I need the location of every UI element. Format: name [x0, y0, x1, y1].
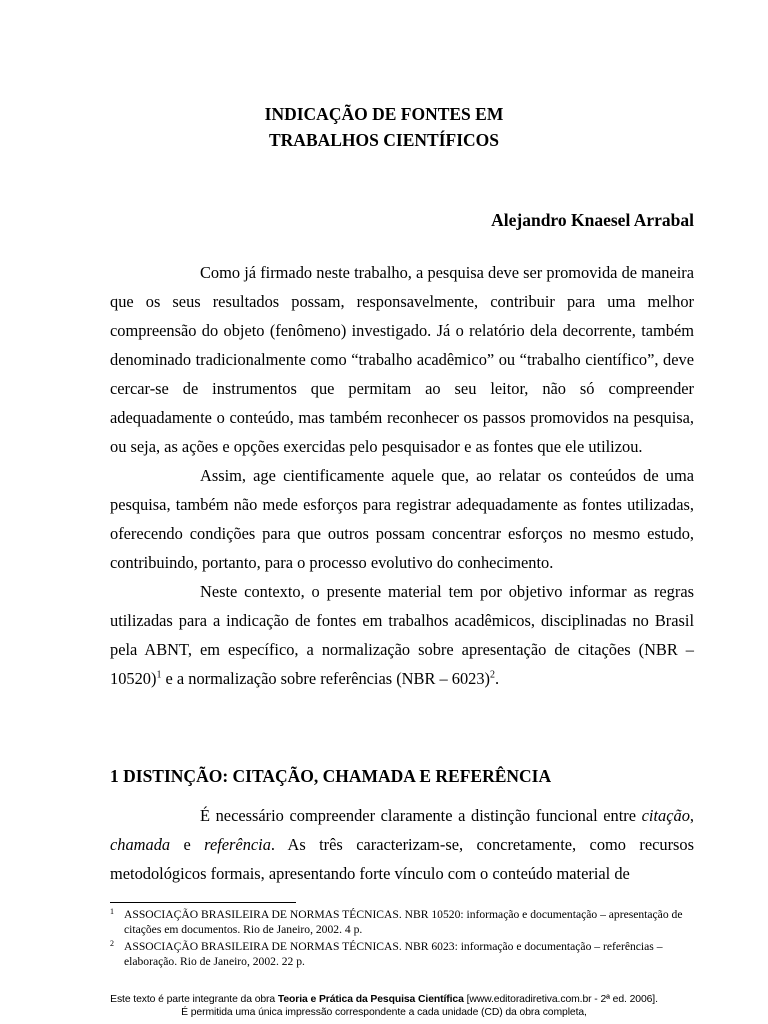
footnotes	[110, 907, 694, 971]
footnote-1	[110, 907, 694, 937]
paragraph-3-text-3: .	[495, 669, 500, 688]
section-body	[110, 801, 694, 888]
paragraph-4-text-4: . As três caracterizam-se, concretamente, como recursos metodológicos formais, apresentando forte vínculo com o conteúdo material de	[110, 835, 694, 883]
footnote-separator	[110, 902, 296, 903]
paragraph-2: Assim, age cientificamente aquele que, ao relatar os conteúdos de uma pesquisa, também não mede esforços para registrar adequadamente as fontes utilizadas, oferecendo condições para que outros possam concentrar esforços no mesmo estudo, contribuindo, portanto, para o processo evolutivo do conhecimento.	[110, 466, 694, 572]
footer-line-2: É permitida uma única impressão correspondente a cada unidade (CD) da obra completa,	[181, 1007, 587, 1018]
footnote-ref-2: 2	[490, 669, 496, 681]
author-name: Alejandro Knaesel Arrabal	[491, 210, 694, 230]
term-citacao: citação	[641, 806, 690, 825]
paragraph-3	[110, 577, 694, 693]
paragraph-4-text-3: e	[170, 835, 205, 854]
footnote-2-text: ASSOCIAÇÃO BRASILEIRA DE NORMAS TÉCNICAS. NBR 6023: informação e documentação – referências – elaboração. Rio de Janeiro, 2002. 22 p.	[124, 940, 663, 968]
paragraph-1: Como já firmado neste trabalho, a pesquisa deve ser promovida de maneira que os seus resultados possam, responsavelmente, contribuir para uma melhor compreensão do objeto (fenômeno) investigado. Já o relatório dela decorrente, também denominado tradicionalmente como “trabalho acadêmico” ou “trabalho científico”, deve cercar-se de instrumentos que permitam ao seu leitor, não só compreender adequadamente o conteúdo, mas também reconhecer os passos promovidos na pesquisa, ou seja, as ações e opções exercidas pelo pesquisador e as fontes que ele utilizou.	[110, 263, 694, 456]
paragraph-4	[110, 801, 694, 888]
footer-line-1-suffix: [www.editoradiretiva.com.br - 2ª ed. 2006].	[463, 994, 658, 1005]
term-chamada: chamada	[110, 835, 171, 854]
title-line-1: INDICAÇÃO DE FONTES EM	[264, 104, 504, 124]
footnote-2	[110, 939, 694, 969]
paragraph-4-text-1: É necessário compreender claramente a distinção funcional entre	[200, 806, 642, 825]
footnote-1-text: ASSOCIAÇÃO BRASILEIRA DE NORMAS TÉCNICAS. NBR 10520: informação e documentação – apresentação de citações em documentos. Rio de Janeiro, 2002. 4 p.	[124, 908, 683, 936]
footnote-ref-1: 1	[156, 669, 162, 681]
footnote-2-number: 2	[110, 939, 114, 948]
footer-line-1	[0, 993, 768, 1006]
title-line-2: TRABALHOS CIENTÍFICOS	[269, 130, 499, 150]
paragraph-3-text-2: e a normalização sobre referências (NBR – 6023)	[161, 669, 491, 688]
footnote-1-number: 1	[110, 907, 114, 916]
section-heading: 1 DISTINÇÃO: CITAÇÃO, CHAMADA E REFERÊNCIA	[110, 766, 552, 786]
footer-book-title: Teoria e Prática da Pesquisa Científica	[277, 994, 464, 1005]
page-footer	[0, 993, 768, 1019]
paragraph-3-text-1: Neste contexto, o presente material tem por objetivo informar as regras utilizadas para a indicação de fontes em trabalhos acadêmicos, disciplinadas no Brasil pela ABNT, em específico, a normalização sobre apresentação de citações (NBR – 10520)	[110, 582, 694, 688]
paragraph-4-text-2: ,	[689, 806, 694, 825]
term-referencia: referência	[204, 835, 271, 854]
document-title	[0, 101, 768, 153]
intro-body	[110, 258, 694, 693]
footer-line-1-prefix: Este texto é parte integrante da obra	[110, 994, 278, 1005]
